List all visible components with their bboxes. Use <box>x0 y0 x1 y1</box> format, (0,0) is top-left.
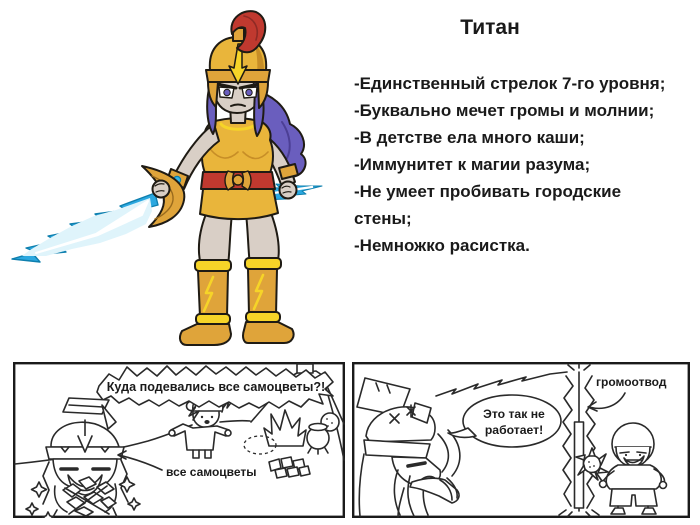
trait-line: -Единственный стрелок 7-го уровня; <box>354 74 666 93</box>
titan-character-illustration <box>0 0 350 360</box>
rod-label-text: громоотвод <box>596 375 667 389</box>
trait-line: -Не умеет пробивать городские <box>354 182 622 201</box>
trait-line: -Иммунитет к магии разума; <box>354 155 591 174</box>
page-title: Титан <box>460 16 520 39</box>
trait-line: -В детстве ела много каши; <box>354 128 585 147</box>
trait-list <box>354 70 665 259</box>
comic-panel-gems <box>13 362 345 518</box>
lightning-sword <box>12 166 184 262</box>
speech-line-2: работает! <box>484 423 544 437</box>
left-boot <box>180 260 231 345</box>
trait-line: -Немножко расистка. <box>354 236 530 255</box>
belt <box>201 171 275 190</box>
gems-label-text: все самоцветы <box>166 465 257 479</box>
trait-line: -Буквально мечет громы и молнии; <box>354 101 655 120</box>
speech-line-1: Это так не <box>483 407 545 421</box>
right-fist <box>280 182 297 199</box>
shout-bubble-text: Куда подевались все самоцветы?! <box>106 380 326 394</box>
trait-line: стены; <box>354 209 412 228</box>
comic-panel-lightning-rod <box>352 362 690 518</box>
right-boot <box>243 258 294 343</box>
